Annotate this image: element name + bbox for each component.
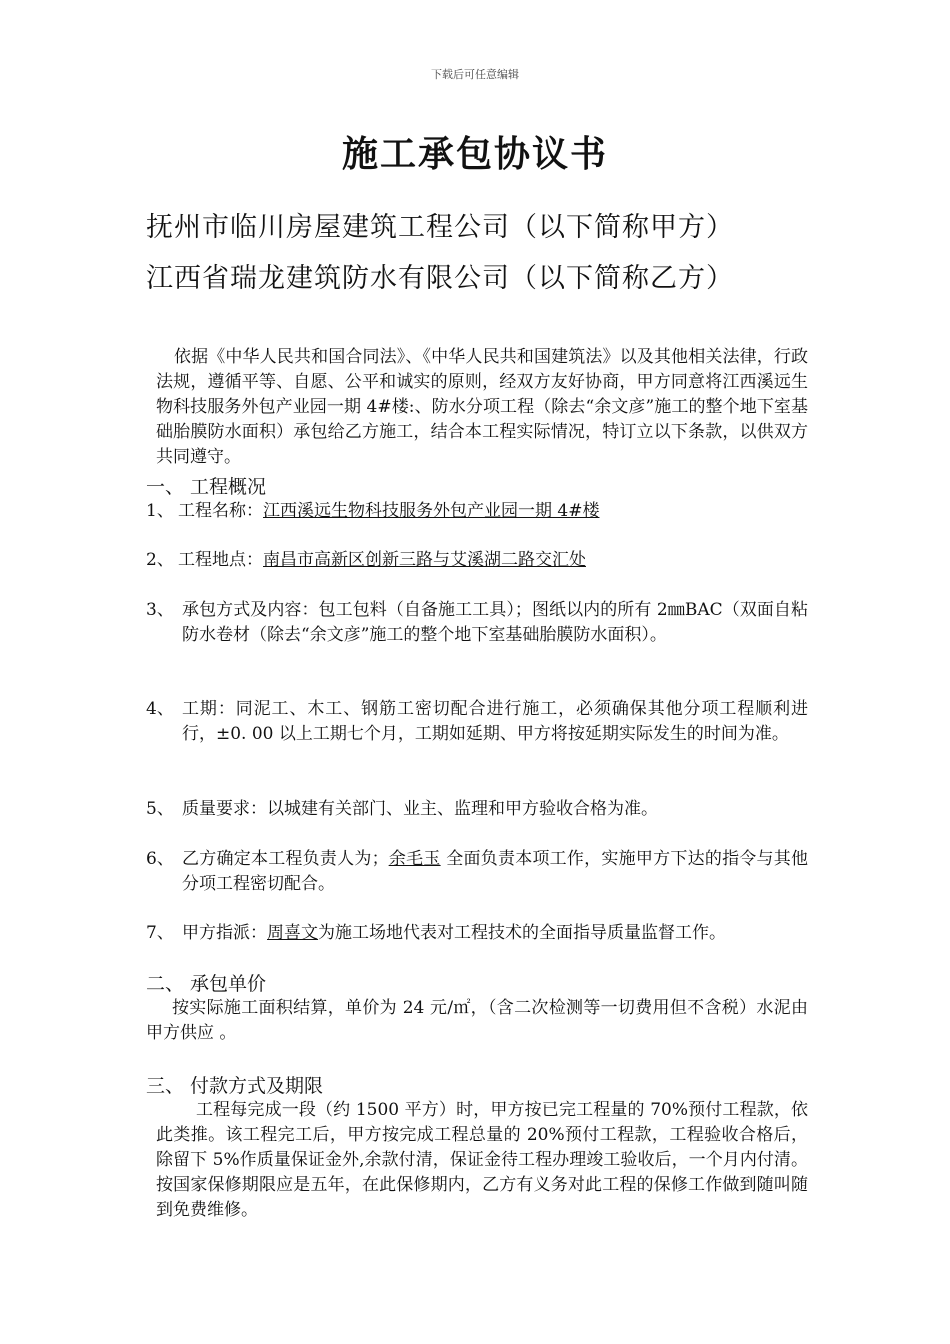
item-text-post: 为施工场地代表对工程技术的全面指导质量监督工作。	[318, 923, 726, 943]
item-number: 7、	[146, 923, 174, 943]
item-quality	[146, 797, 808, 822]
item-text: 工期：同泥工、木工、钢筋工密切配合进行施工，必须确保其他分项工程顺利进行，±0. 00 以上工期七个月，工期如延期、甲方将按延期实际发生的时间为准。	[182, 699, 808, 744]
site-representative-name: 周喜文	[267, 923, 318, 943]
unit-price-paragraph: 按实际施工面积结算，单价为 24 元/㎡，（含二次检测等一切费用但不含税）水泥由甲方供应 。	[146, 998, 808, 1043]
document-title: 施工承包协议书	[341, 134, 608, 175]
item-project-name	[146, 499, 808, 524]
party-a: 抚州市临川房屋建筑工程公司（以下简称甲方）	[146, 212, 734, 243]
project-location-value: 南昌市高新区创新三路与艾溪湖二路交汇处	[263, 550, 586, 570]
intro-paragraph: 依据《中华人民共和国合同法》、《中华人民共和国建筑法》以及其他相关法律，行政法规，遵循平等、自愿、公平和诚实的原则，经双方友好协商，甲方同意将江西溪远生物科技服务外包产业园一期 4#楼:、防水分项工程（除去“余文彦”施工的整个地下室基础胎膜防水面积）承包给乙方施工，结合本工程实际情况，特订立以下条款，以供双方共同遵守。	[156, 347, 808, 467]
item-label: 工程名称：	[178, 501, 263, 521]
header-note: 下载后可任意编辑	[431, 68, 519, 81]
section-heading-2: 二、 承包单价	[146, 973, 267, 995]
item-responsible-person	[146, 847, 808, 897]
section-heading-1: 一、 工程概况	[146, 476, 267, 498]
item-schedule	[146, 697, 808, 747]
item-text-pre: 乙方确定本工程负责人为；	[182, 849, 389, 869]
item-number: 6、	[146, 849, 174, 869]
item-text: 质量要求：以城建有关部门、业主、监理和甲方验收合格为准。	[182, 799, 658, 819]
item-label: 工程地点：	[178, 550, 263, 570]
project-name-value: 江西溪远生物科技服务外包产业园一期 4#楼	[263, 501, 600, 521]
item-contract-scope	[146, 598, 808, 648]
item-number: 3、	[146, 600, 174, 620]
section-heading-3: 三、 付款方式及期限	[146, 1075, 324, 1097]
item-text-post: 全面负责本项工作，实施甲方下达的指令与其他分项工程密切配合。	[182, 849, 809, 894]
item-site-representative	[146, 921, 808, 946]
item-number: 4、	[146, 699, 174, 719]
payment-terms-paragraph: 工程每完成一段（约 1500 平方）时，甲方按已完工程量的 70%预付工程款，依此类推。该工程完工后，甲方按完成工程总量的 20%预付工程款，工程验收合格后，除留下 5%作质量保证金外,余款付清，保证金待工程办理竣工验收后，一个月内付清。按国家保修期限应是五年，在此保修期内，乙方有义务对此工程的保修工作做到随叫随到免费维修。	[156, 1100, 808, 1220]
item-project-location	[146, 548, 808, 573]
item-text-pre: 甲方指派：	[182, 923, 267, 943]
item-number: 5、	[146, 799, 174, 819]
party-b: 江西省瑞龙建筑防水有限公司（以下简称乙方）	[146, 263, 734, 294]
item-text: 承包方式及内容：包工包料（自备施工工具）；图纸以内的所有 2㎜BAC（双面自粘防水卷材（除去“余文彦”施工的整个地下室基础胎膜防水面积）。	[182, 600, 808, 645]
item-number: 2、	[146, 550, 174, 570]
responsible-person-name: 余毛玉	[388, 849, 441, 869]
item-number: 1、	[146, 501, 174, 521]
